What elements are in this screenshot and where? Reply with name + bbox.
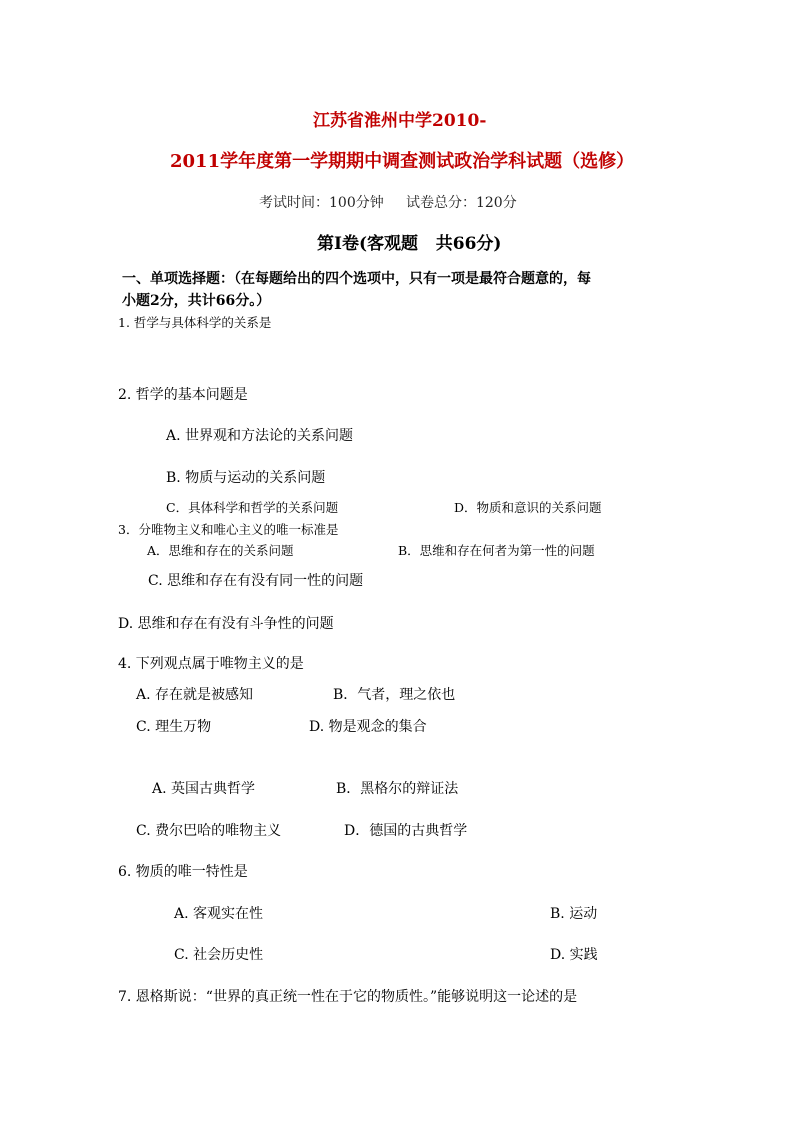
question-4-option-b: B．气者，理之依也: [333, 687, 456, 703]
question-2-option-a: A. 世界观和方法论的关系问题: [166, 428, 354, 444]
question-2-option-c: C．具体科学和哲学的关系问题: [166, 500, 339, 515]
question-3-option-a: A．思维和存在的关系问题: [147, 543, 294, 558]
exam-info: 考试时间：100分钟 试卷总分：120分: [259, 195, 517, 211]
question-7-stem: 7. 恩格斯说：“世界的真正统一性在于它的物质性。”能够说明这一论述的是: [118, 989, 578, 1005]
question-3-stem: 3．分唯物主义和唯心主义的唯一标准是: [118, 522, 339, 537]
title-line-1: 江苏省淮州中学2010-: [313, 111, 487, 131]
question-2-option-d: D．物质和意识的关系问题: [454, 500, 602, 515]
question-4-stem: 4. 下列观点属于唯物主义的是: [118, 656, 304, 672]
instructions-line-2: 小题2分，共计66分。）: [122, 293, 271, 309]
question-3-option-d: D. 思维和存在有没有斗争性的问题: [118, 616, 334, 632]
question-5-option-c: C. 费尔巴哈的唯物主义: [136, 823, 282, 839]
question-3-option-b: B．思维和存在何者为第一性的问题: [398, 543, 595, 558]
title-line-2: 2011学年度第一学期期中调查测试政治学科试题（选修）: [170, 151, 635, 172]
question-4-option-c: C. 理生万物: [136, 719, 212, 735]
question-5-option-b: B．黑格尔的辩证法: [336, 781, 459, 797]
question-4-option-a: A. 存在就是被感知: [136, 687, 254, 703]
question-6-option-c: C. 社会历史性: [174, 947, 264, 963]
question-4-option-d: D. 物是观念的集合: [309, 719, 427, 735]
question-2-option-b: B. 物质与运动的关系问题: [166, 470, 326, 486]
instructions-line-1: 一、单项选择题：（在每题给出的四个选项中，只有一项是最符合题意的，每: [122, 271, 591, 287]
question-1-stem: 1. 哲学与具体科学的关系是: [118, 315, 272, 330]
question-6-stem: 6. 物质的唯一特性是: [118, 864, 248, 880]
question-6-option-d: D. 实践: [550, 947, 598, 963]
question-3-option-c: C. 思维和存在有没有同一性的问题: [148, 573, 364, 589]
question-6-option-b: B. 运动: [550, 906, 598, 922]
question-6-option-a: A. 客观实在性: [174, 906, 264, 922]
question-5-option-a: A. 英国古典哲学: [152, 781, 256, 797]
section-title: 第Ⅰ卷(客观题 共66分): [317, 234, 502, 254]
question-5-option-d: D．德国的古典哲学: [344, 823, 468, 839]
question-2-stem: 2. 哲学的基本问题是: [118, 387, 248, 403]
